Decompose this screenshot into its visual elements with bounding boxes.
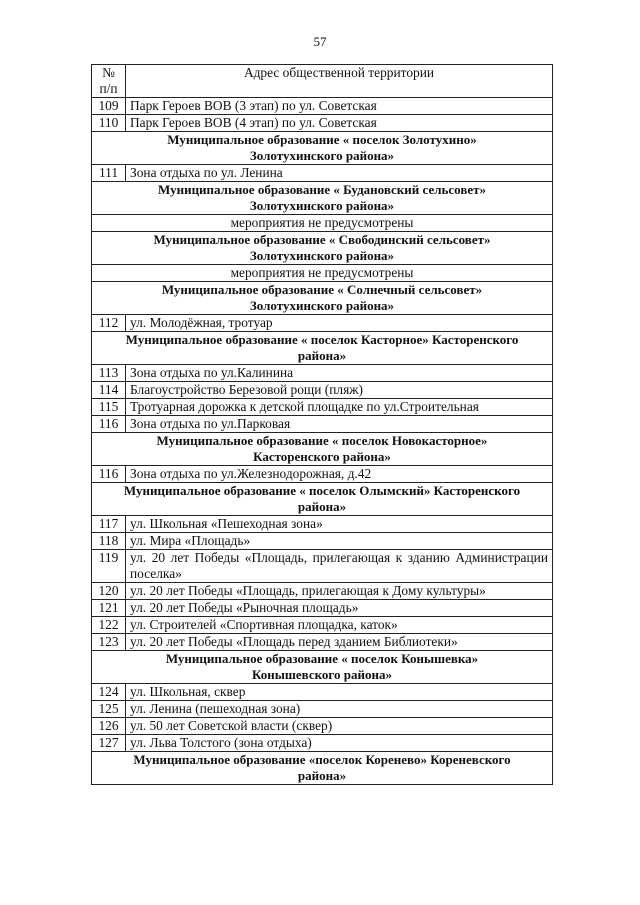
table-row	[92, 466, 553, 483]
table-header-row	[92, 65, 553, 98]
section-heading-row	[92, 282, 553, 315]
header-address: Адрес общественной территории	[126, 65, 553, 98]
section-heading-row	[92, 332, 553, 365]
row-address: Парк Героев ВОВ (4 этап) по ул. Советская	[126, 115, 553, 132]
section-heading-line: Муниципальное образование « поселок Олымский» Касторенского	[123, 483, 521, 498]
row-number: 113	[92, 365, 126, 382]
section-heading-line: Муниципальное образование « Свободинский сельсовет»	[153, 232, 491, 247]
header-number-abbr: п/п	[99, 81, 118, 96]
note-text: мероприятия не предусмотрены	[92, 215, 553, 232]
section-heading-line: Муниципальное образование « поселок Золотухино»	[167, 132, 477, 147]
section-heading-line: района»	[297, 499, 347, 514]
row-address: ул. Мира «Площадь»	[126, 533, 553, 550]
row-address: ул. 20 лет Победы «Площадь перед зданием Библиотеки»	[126, 634, 553, 651]
section-heading-line: Касторенского района»	[253, 449, 391, 464]
section-heading	[92, 282, 553, 315]
row-address: ул. Ленина (пешеходная зона)	[126, 701, 553, 718]
row-number: 123	[92, 634, 126, 651]
table-row	[92, 735, 553, 752]
table-row	[92, 718, 553, 735]
table-row	[92, 634, 553, 651]
section-heading-line: района»	[297, 768, 347, 783]
section-heading-row	[92, 483, 553, 516]
table-row	[92, 382, 553, 399]
note-row	[92, 215, 553, 232]
table-row	[92, 399, 553, 416]
row-address: ул. Школьная «Пешеходная зона»	[126, 516, 553, 533]
section-heading	[92, 752, 553, 785]
table-row	[92, 583, 553, 600]
row-number: 118	[92, 533, 126, 550]
row-number: 127	[92, 735, 126, 752]
table-row	[92, 516, 553, 533]
section-heading-row	[92, 433, 553, 466]
row-number: 112	[92, 315, 126, 332]
table-row	[92, 115, 553, 132]
section-heading-line: Золотухинского района»	[249, 198, 395, 213]
table-row	[92, 684, 553, 701]
row-number: 117	[92, 516, 126, 533]
note-row	[92, 265, 553, 282]
section-heading-line: Золотухинского района»	[249, 248, 395, 263]
row-number: 116	[92, 416, 126, 433]
row-address: ул. 50 лет Советской власти (сквер)	[126, 718, 553, 735]
row-address: Тротуарная дорожка к детской площадке по ул.Строительная	[126, 399, 553, 416]
row-address: Зона отдыха по ул.Парковая	[126, 416, 553, 433]
section-heading-line: Муниципальное образование « Будановский сельсовет»	[157, 182, 487, 197]
row-number: 122	[92, 617, 126, 634]
row-number: 119	[92, 550, 126, 583]
row-number: 115	[92, 399, 126, 416]
section-heading-row	[92, 232, 553, 265]
row-address: ул. Льва Толстого (зона отдыха)	[126, 735, 553, 752]
section-heading-line: Муниципальное образование « поселок Новокасторное»	[156, 433, 488, 448]
section-heading-line: района»	[297, 348, 347, 363]
row-number: 114	[92, 382, 126, 399]
section-heading-line: Муниципальное образование « поселок Касторное» Касторенского	[125, 332, 519, 347]
row-address: Парк Героев ВОВ (3 этап) по ул. Советская	[126, 98, 553, 115]
row-number: 125	[92, 701, 126, 718]
row-address: Благоустройство Березовой рощи (пляж)	[126, 382, 553, 399]
row-address: ул. Школьная, сквер	[126, 684, 553, 701]
row-number: 109	[92, 98, 126, 115]
table-body	[92, 65, 553, 785]
section-heading	[92, 182, 553, 215]
territories-table	[91, 64, 553, 785]
row-number: 110	[92, 115, 126, 132]
row-number: 111	[92, 165, 126, 182]
row-number: 126	[92, 718, 126, 735]
section-heading-line: Конышевского района»	[252, 667, 392, 682]
row-address: ул. Строителей «Спортивная площадка, каток»	[126, 617, 553, 634]
section-heading-line: Муниципальное образование « Солнечный сельсовет»	[161, 282, 483, 297]
row-number: 120	[92, 583, 126, 600]
table-row	[92, 701, 553, 718]
row-address: Зона отдыха по ул. Ленина	[126, 165, 553, 182]
row-address: ул. Молодёжная, тротуар	[126, 315, 553, 332]
section-heading	[92, 651, 553, 684]
header-number-cell	[92, 65, 126, 98]
table-row	[92, 600, 553, 617]
table-row	[92, 550, 553, 583]
section-heading-row	[92, 132, 553, 165]
row-number: 121	[92, 600, 126, 617]
row-address: Зона отдыха по ул.Железнодорожная, д.42	[126, 466, 553, 483]
section-heading-row	[92, 752, 553, 785]
row-number: 116	[92, 466, 126, 483]
page-number: 57	[313, 34, 327, 49]
row-address: ул. 20 лет Победы «Рыночная площадь»	[126, 600, 553, 617]
section-heading	[92, 433, 553, 466]
note-text: мероприятия не предусмотрены	[92, 265, 553, 282]
row-number: 124	[92, 684, 126, 701]
table-row	[92, 365, 553, 382]
row-address: ул. 20 лет Победы «Площадь, прилегающая к зданию Администрации поселка»	[126, 550, 553, 583]
section-heading	[92, 483, 553, 516]
section-heading-row	[92, 182, 553, 215]
section-heading-line: Муниципальное образование « поселок Конышевка»	[165, 651, 479, 666]
section-heading-line: Золотухинского района»	[249, 298, 395, 313]
section-heading	[92, 232, 553, 265]
section-heading-row	[92, 651, 553, 684]
table-row	[92, 165, 553, 182]
section-heading	[92, 132, 553, 165]
section-heading-line: Золотухинского района»	[249, 148, 395, 163]
table-row	[92, 315, 553, 332]
table-row	[92, 416, 553, 433]
section-heading	[92, 332, 553, 365]
row-address: Зона отдыха по ул.Калинина	[126, 365, 553, 382]
table-row	[92, 617, 553, 634]
table-row	[92, 98, 553, 115]
section-heading-line: Муниципальное образование «поселок Коренево» Кореневского	[133, 752, 511, 767]
row-address: ул. 20 лет Победы «Площадь, прилегающая к Дому культуры»	[126, 583, 553, 600]
header-number-sign: №	[102, 65, 115, 80]
table-row	[92, 533, 553, 550]
